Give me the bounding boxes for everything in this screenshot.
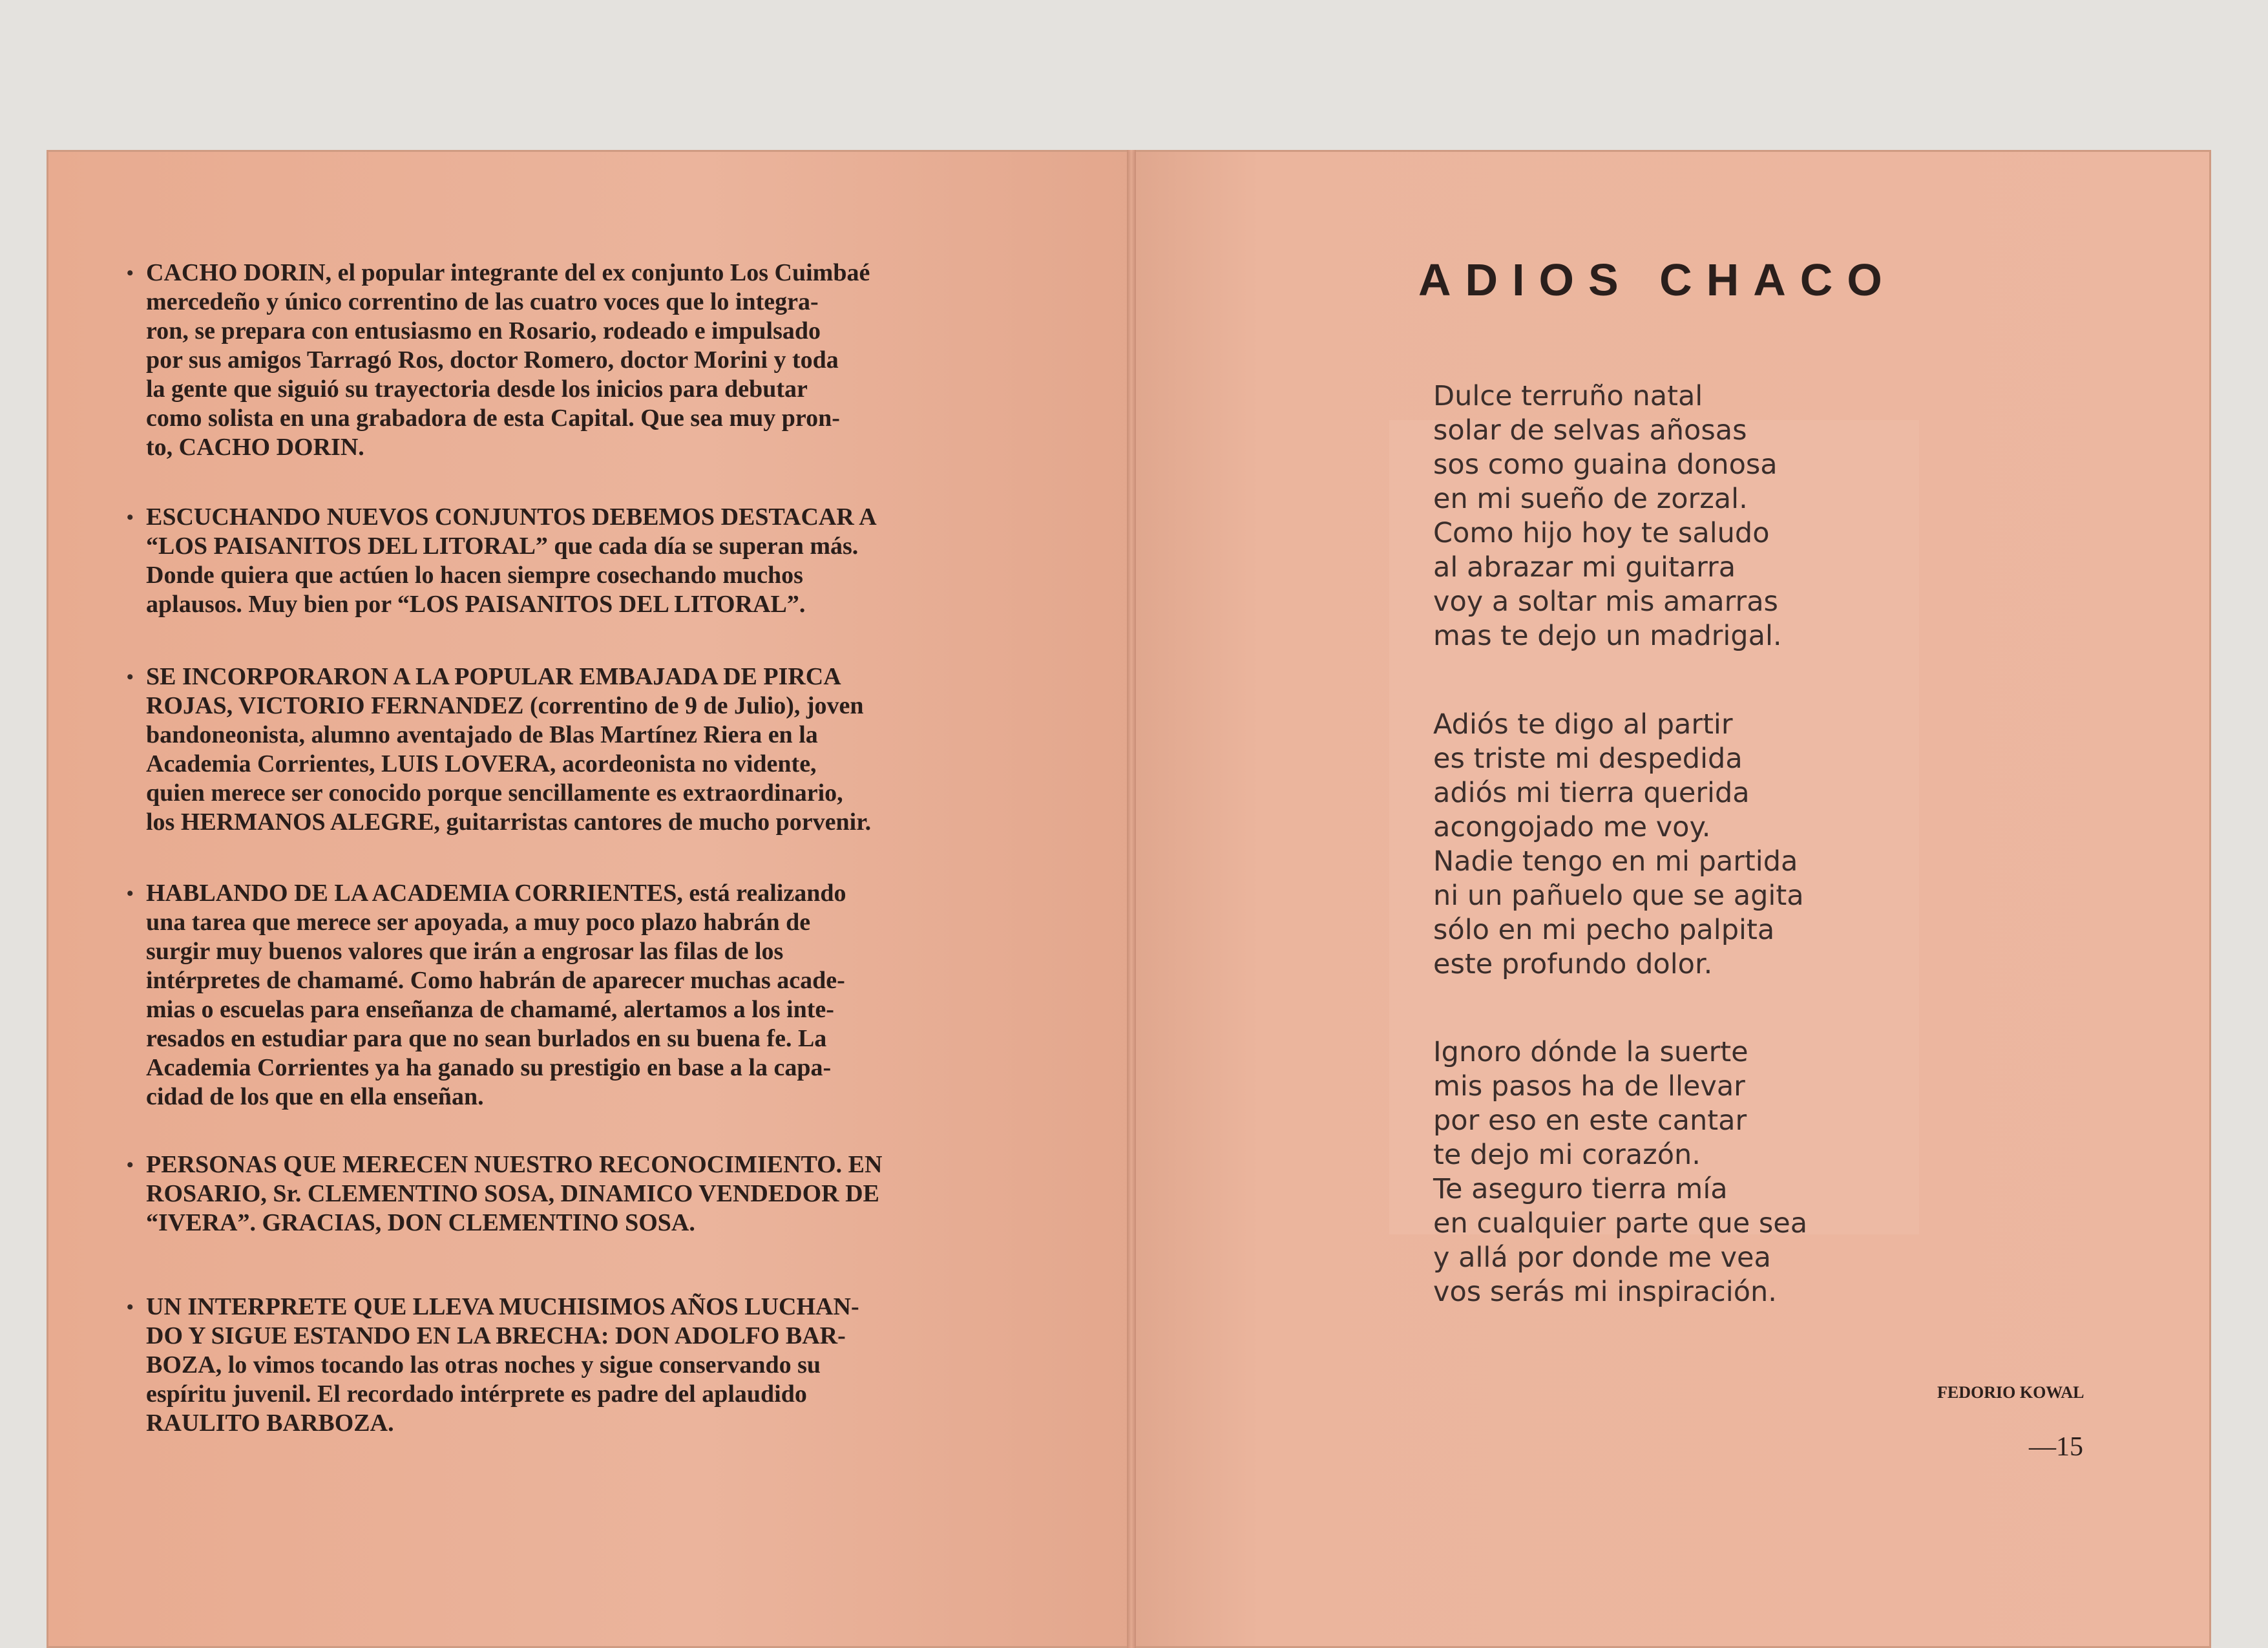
verse-line: en mi sueño de zorzal. <box>1433 483 1748 515</box>
verse-line: adiós mi tierra querida <box>1433 777 1750 809</box>
bullet-icon: • <box>127 883 134 904</box>
poem-stanza-2 <box>1433 708 1804 982</box>
text-line: DO Y SIGUE ESTANDO EN LA BRECHA: DON ADOLFO BAR- <box>146 1322 846 1349</box>
text-line: los HERMANOS ALEGRE, guitarristas cantores de mucho porvenir. <box>146 808 872 836</box>
verse-line: Nadie tengo en mi partida <box>1433 845 1798 878</box>
poem-title: ADIOS CHACO <box>1418 255 1896 305</box>
bullet-icon: • <box>127 1154 134 1176</box>
text-line: Academia Corrientes ya ha ganado su prestigio en base a la capa- <box>146 1054 832 1081</box>
page-number: —15 <box>2029 1432 2083 1462</box>
text-line: HABLANDO DE LA ACADEMIA CORRIENTES, está realizando <box>146 880 846 907</box>
text-line: UN INTERPRETE QUE LLEVA MUCHISIMOS AÑOS LUCHAN- <box>146 1293 859 1320</box>
text-line: aplausos. Muy bien por “LOS PAISANITOS DEL LITORAL”. <box>146 591 806 618</box>
verse-line: al abrazar mi guitarra <box>1433 551 1736 584</box>
verse-line: Te aseguro tierra mía <box>1433 1173 1728 1205</box>
text-line: la gente que siguió su trayectoria desde los inicios para debutar <box>146 375 808 403</box>
news-item-pirca-rojas <box>127 662 1025 837</box>
verse-line: sólo en mi pecho palpita <box>1433 914 1775 946</box>
text-line: ROSARIO, Sr. CLEMENTINO SOSA, DINAMICO VENDEDOR DE <box>146 1180 879 1207</box>
verse-line: en cualquier parte que sea <box>1433 1207 1808 1240</box>
text-line: SE INCORPORARON A LA POPULAR EMBAJADA DE PIRCA <box>146 663 841 690</box>
news-item-adolfo-barboza <box>127 1293 1025 1438</box>
text-line: quien merece ser conocido porque sencillamente es extraordinario, <box>146 779 843 807</box>
text-line: PERSONAS QUE MERECEN NUESTRO RECONOCIMIENTO. EN <box>146 1151 883 1178</box>
text-line: bandoneonista, alumno aventajado de Blas Martínez Riera en la <box>146 721 818 748</box>
text-line: ESCUCHANDO NUEVOS CONJUNTOS DEBEMOS DESTACAR A <box>146 503 877 531</box>
bullet-icon: • <box>127 262 134 284</box>
verse-line: mis pasos ha de llevar <box>1433 1070 1745 1103</box>
text-line: RAULITO BARBOZA. <box>146 1410 394 1437</box>
news-item-academia-corrientes <box>127 879 1025 1112</box>
verse-line: solar de selvas añosas <box>1433 414 1747 447</box>
text-line: una tarea que merece ser apoyada, a muy poco plazo habrán de <box>146 909 811 936</box>
verse-line: sos como guaina donosa <box>1433 449 1778 481</box>
verse-line: Ignoro dónde la suerte <box>1433 1036 1748 1068</box>
verse-line: voy a soltar mis amarras <box>1433 586 1778 618</box>
verse-line: ni un pañuelo que se agita <box>1433 880 1804 912</box>
page-gutter <box>1127 150 1136 1648</box>
verse-line: mas te dejo un madrigal. <box>1433 620 1782 652</box>
verse-line: acongojado me voy. <box>1433 811 1711 843</box>
news-item-cacho-dorin <box>127 259 1025 462</box>
verse-line: Como hijo hoy te saludo <box>1433 517 1770 549</box>
poem-stanza-3 <box>1433 1035 1807 1309</box>
verse-line: este profundo dolor. <box>1433 948 1713 980</box>
bullet-icon: • <box>127 507 134 528</box>
text-line: to, CACHO DORIN. <box>146 434 364 461</box>
text-line: Donde quiera que actúen lo hacen siempre cosechando muchos <box>146 562 803 589</box>
text-line: como solista en una grabadora de esta Capital. Que sea muy pron- <box>146 405 840 432</box>
text-line: ROJAS, VICTORIO FERNANDEZ (correntino de 9 de Julio), joven <box>146 692 864 719</box>
verse-line: vos serás mi inspiración. <box>1433 1276 1777 1308</box>
verse-line: y allá por donde me vea <box>1433 1241 1771 1274</box>
text-line: intérpretes de chamamé. Como habrán de aparecer muchas acade- <box>146 967 845 994</box>
bullet-icon: • <box>127 666 134 688</box>
text-line: surgir muy buenos valores que irán a engrosar las filas de los <box>146 938 784 965</box>
text-line: “IVERA”. GRACIAS, DON CLEMENTINO SOSA. <box>146 1209 695 1236</box>
text-line: “LOS PAISANITOS DEL LITORAL” que cada día se superan más. <box>146 533 859 560</box>
text-line: por sus amigos Tarragó Ros, doctor Romero, doctor Morini y toda <box>146 346 839 374</box>
text-line: cidad de los que en ella enseñan. <box>146 1083 484 1110</box>
text-line: ron, se prepara con entusiasmo en Rosario, rodeado e impulsado <box>146 317 821 344</box>
verse-line: es triste mi despedida <box>1433 743 1743 775</box>
poem-author: FEDORIO KOWAL <box>1937 1383 2084 1402</box>
text-line: resados en estudiar para que no sean burlados en su buena fe. La <box>146 1025 827 1052</box>
bullet-icon: • <box>127 1296 134 1318</box>
text-line: BOZA, lo vimos tocando las otras noches y sigue conservando su <box>146 1351 821 1379</box>
verse-line: por eso en este cantar <box>1433 1104 1747 1137</box>
text-line: Academia Corrientes, LUIS LOVERA, acordeonista no vidente, <box>146 750 817 777</box>
text-line: CACHO DORIN, el popular integrante del ex conjunto Los Cuimbaé <box>146 259 870 286</box>
verse-line: Dulce terruño natal <box>1433 380 1703 412</box>
news-item-reconocimiento <box>127 1150 1025 1238</box>
verse-line: te dejo mi corazón. <box>1433 1139 1701 1171</box>
text-line: mias o escuelas para enseñanza de chamamé, alertamos a los inte- <box>146 996 834 1023</box>
news-item-paisanitos <box>127 503 1025 619</box>
poem-stanza-1 <box>1433 379 1782 653</box>
text-line: mercedeño y único correntino de las cuatro voces que lo integra- <box>146 288 819 315</box>
verse-line: Adiós te digo al partir <box>1433 708 1733 741</box>
text-line: espíritu juvenil. El recordado intérprete es padre del aplaudido <box>146 1380 807 1408</box>
